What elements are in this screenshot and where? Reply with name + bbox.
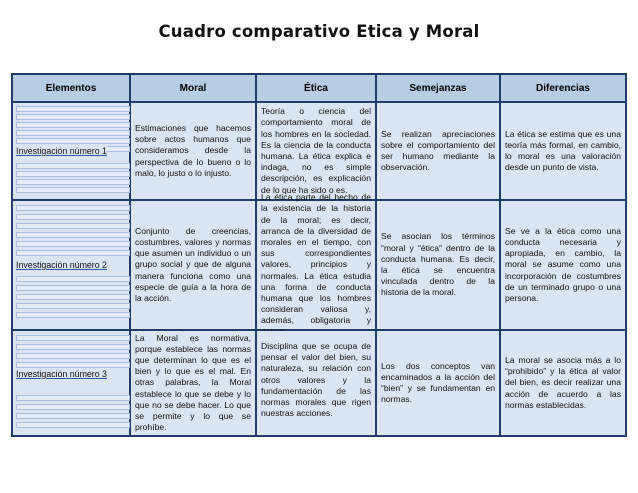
row-stub	[16, 205, 130, 211]
cell-diferencias-3	[501, 331, 625, 435]
row-stub	[16, 335, 130, 341]
cell-text: Estimaciones que hacemos sobre actos humanos que consideramos desde la perspectiva de lo bueno o lo malo, lo justo o lo injusto.	[135, 122, 251, 178]
cell-semejanzas-1	[377, 103, 499, 199]
cell-etica-3	[257, 331, 375, 435]
row-stub	[16, 344, 130, 350]
cell-text: La moral se asocia más a lo “prohibido” y la ética al valor del bien, es decir realizar una acción de acuerdo a las normas establecidas.	[505, 354, 621, 410]
row-stub	[16, 312, 130, 318]
row-label-text: Investigación número 1	[16, 146, 107, 156]
row-stub	[16, 303, 130, 309]
row-stub	[16, 130, 130, 136]
row-stub	[16, 223, 130, 229]
cell-text: Teoría o ciencia del comportamiento moral de los hombres en la sociedad. Es la ciencia de la conducta humana. La ética explica e indaga, no es simple descripción, es explicación de lo que ha sido o es.	[261, 106, 371, 195]
cell-semejanzas-2	[377, 201, 499, 329]
row-stub	[16, 422, 130, 428]
row-stub	[16, 187, 130, 193]
header-moral: Moral	[131, 75, 255, 101]
row-stub	[16, 294, 130, 300]
row-stub	[16, 250, 130, 256]
cell-text: La Moral es normativa, porque establece las normas que determinan lo que es el bien y lo que es el mal. En otras palabras, la Moral establece lo que se debe y lo que no se debe hacer. Lo que se permite y lo que se prohíbe.	[135, 332, 251, 433]
row-stub	[16, 232, 130, 238]
cell-semejanzas-3	[377, 331, 499, 435]
header-etica: Ética	[257, 75, 375, 101]
row-stub	[16, 122, 130, 128]
cell-etica-2	[257, 192, 375, 329]
row-stub	[16, 413, 130, 419]
cell-moral-2	[131, 201, 255, 329]
row-stub	[16, 138, 130, 144]
row-stub	[16, 163, 130, 169]
row-stub	[16, 114, 130, 120]
row-label-3	[13, 331, 129, 435]
cell-text: Los dos conceptos van encaminados a la acción del “bien” y se fundamentan en normas.	[381, 360, 495, 405]
row-stub	[16, 106, 130, 112]
row-stub	[16, 241, 130, 247]
cell-moral-1	[131, 103, 255, 199]
cell-text: La ética se estima que es una teoría más formal, en cambio, lo moral es una valoración desde un punto de vista.	[505, 128, 621, 173]
row-label-1	[13, 103, 129, 199]
row-stub	[16, 285, 130, 291]
cell-text: La ética parte del hecho de la existencia de la historia de la moral; es decir, arranca de la diversidad de morales en el tiempo, con sus correspondientes valores, principios y normales. La ética estudia una forma de conducta humana que los hombres consideran valiosa y, además, obligatoria y	[261, 192, 371, 326]
comparison-table	[11, 73, 627, 437]
cell-text: Conjunto de creencias, costumbres, valores y normas que asumen un individuo o un grupo social y que de alguna manera funciona como una especie de guía a la hora de la acción.	[135, 225, 251, 303]
header-diferencias: Diferencias	[501, 75, 625, 101]
row-stub	[16, 404, 130, 410]
row-stub	[16, 179, 130, 185]
row-stub	[16, 214, 130, 220]
row-label-text: Investigación número 2	[16, 260, 107, 270]
row-stub	[16, 276, 130, 282]
cell-moral-3	[131, 331, 255, 435]
cell-text: Se asocian los términos “moral y “ética” dentro de la conducta humana. Es decir, la ética se encuentra vinculada dentro de la historia de la moral.	[381, 231, 495, 298]
row-label-2	[13, 201, 129, 329]
row-stub	[16, 353, 130, 359]
header-semejanzas: Semejanzas	[377, 75, 499, 101]
cell-text: Disciplina que se ocupa de pensar el valor del bien, su naturaleza, su relación con otros valores y la fundamentación de las normas morales que rigen nuestras acciones.	[261, 341, 371, 419]
cell-text: Se realizan apreciaciones sobre el comportamiento del ser humano mediante la observación.	[381, 128, 495, 173]
cell-diferencias-2	[501, 201, 625, 329]
row-stub	[16, 395, 130, 401]
cell-etica-1	[257, 103, 375, 199]
row-label-text: Investigación número 3	[16, 369, 107, 379]
row-stub	[16, 171, 130, 177]
header-elementos: Elementos	[13, 75, 129, 101]
cell-diferencias-1	[501, 103, 625, 199]
row-stub	[16, 362, 130, 368]
cell-text: Se ve a la ética como una conducta necesaria y apropiada, en cambio, la moral se asume como una incorporación de costumbres de un terminado grupo o una persona.	[505, 225, 621, 303]
page-title: Cuadro comparativo Etica y Moral	[158, 22, 480, 41]
